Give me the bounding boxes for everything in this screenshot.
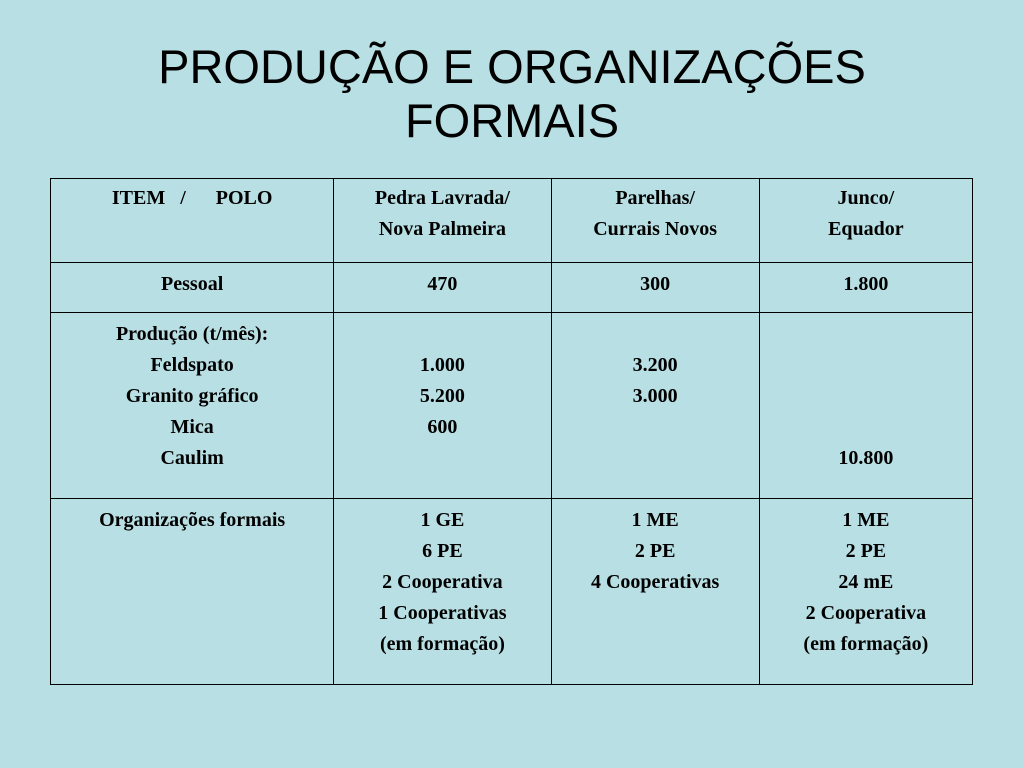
org-parelhas-line-3: 4 Cooperativas	[590, 571, 720, 593]
org-junco-line-5: (em formação)	[803, 633, 929, 655]
header-parelhas	[551, 179, 759, 263]
producao-pedra-feldspato: 1.000	[419, 354, 465, 376]
producao-junco-empty-2	[760, 350, 972, 381]
pessoal-junco-cell	[759, 263, 972, 313]
header-item-polo	[51, 179, 334, 263]
pessoal-parelhas-cell	[551, 263, 759, 313]
producao-label-feldspato: Feldspato	[150, 354, 234, 376]
org-junco-line-1: 1 ME	[842, 509, 890, 531]
producao-junco-empty-3	[760, 381, 972, 412]
producao-pedra-empty	[334, 319, 550, 350]
header-parelhas-line-1: Parelhas/	[615, 187, 695, 209]
header-pedra-line-2: Nova Palmeira	[378, 218, 506, 240]
header-junco	[759, 179, 972, 263]
table-row-pessoal	[51, 263, 973, 313]
producao-junco-cell	[759, 313, 972, 499]
producao-pedra-mica: 600	[427, 416, 458, 438]
org-parelhas-line-1: 1 ME	[631, 509, 679, 531]
header-pedra-line-1: Pedra Lavrada/	[374, 187, 510, 209]
producao-label-cell	[51, 313, 334, 499]
title-line-1: PRODUÇÃO E ORGANIZAÇÕES	[158, 40, 866, 93]
producao-parelhas-cell	[551, 313, 759, 499]
producao-label-mica: Mica	[170, 416, 214, 438]
producao-parelhas-feldspato: 3.200	[632, 354, 678, 376]
pessoal-junco-value: 1.800	[843, 273, 889, 295]
header-pedra-lavrada	[334, 179, 551, 263]
producao-parelhas-granito: 3.000	[632, 385, 678, 407]
slide-title	[0, 40, 1024, 148]
pessoal-parelhas-value: 300	[640, 273, 671, 295]
producao-junco-empty-4	[760, 412, 972, 443]
producao-parelhas-empty	[552, 319, 759, 350]
producao-label-caulim: Caulim	[160, 447, 224, 469]
table-row-producao	[51, 313, 973, 499]
pessoal-pedra-cell	[334, 263, 551, 313]
pessoal-label: Pessoal	[161, 273, 224, 295]
producao-label-granito: Granito gráfico	[125, 385, 259, 407]
header-parelhas-line-2: Currais Novos	[593, 218, 718, 240]
org-pedra-line-2: 6 PE	[422, 540, 463, 562]
org-parelhas-line-2: 2 PE	[634, 540, 676, 562]
org-junco-line-4: 2 Cooperativa	[805, 602, 927, 624]
org-junco-line-2: 2 PE	[845, 540, 887, 562]
producao-label-heading: Produção (t/mês):	[115, 323, 269, 345]
org-junco-line-3: 24 mE	[838, 571, 894, 593]
org-pedra-line-1: 1 GE	[420, 509, 465, 531]
pessoal-label-cell	[51, 263, 334, 313]
org-pedra-line-4: 1 Cooperativas	[378, 602, 507, 624]
producao-junco-caulim: 10.800	[838, 447, 894, 469]
header-junco-line-1: Junco/	[837, 187, 895, 209]
title-line-2: FORMAIS	[404, 94, 620, 147]
production-table	[50, 178, 973, 685]
org-pedra-cell	[334, 499, 551, 685]
org-label-cell	[51, 499, 334, 685]
table-row-organizacoes	[51, 499, 973, 685]
header-item-label: ITEM / POLO	[111, 187, 273, 209]
org-pedra-line-3: 2 Cooperativa	[382, 571, 503, 593]
org-junco-cell	[759, 499, 972, 685]
pessoal-pedra-value: 470	[427, 273, 458, 295]
org-pedra-line-5: (em formação)	[379, 633, 505, 655]
org-parelhas-cell	[551, 499, 759, 685]
org-label: Organizações formais	[99, 509, 286, 531]
producao-pedra-cell	[334, 313, 551, 499]
table-header-row	[51, 179, 973, 263]
producao-junco-empty-1	[760, 319, 972, 350]
producao-pedra-granito: 5.200	[419, 385, 465, 407]
header-junco-line-2: Equador	[828, 218, 904, 240]
